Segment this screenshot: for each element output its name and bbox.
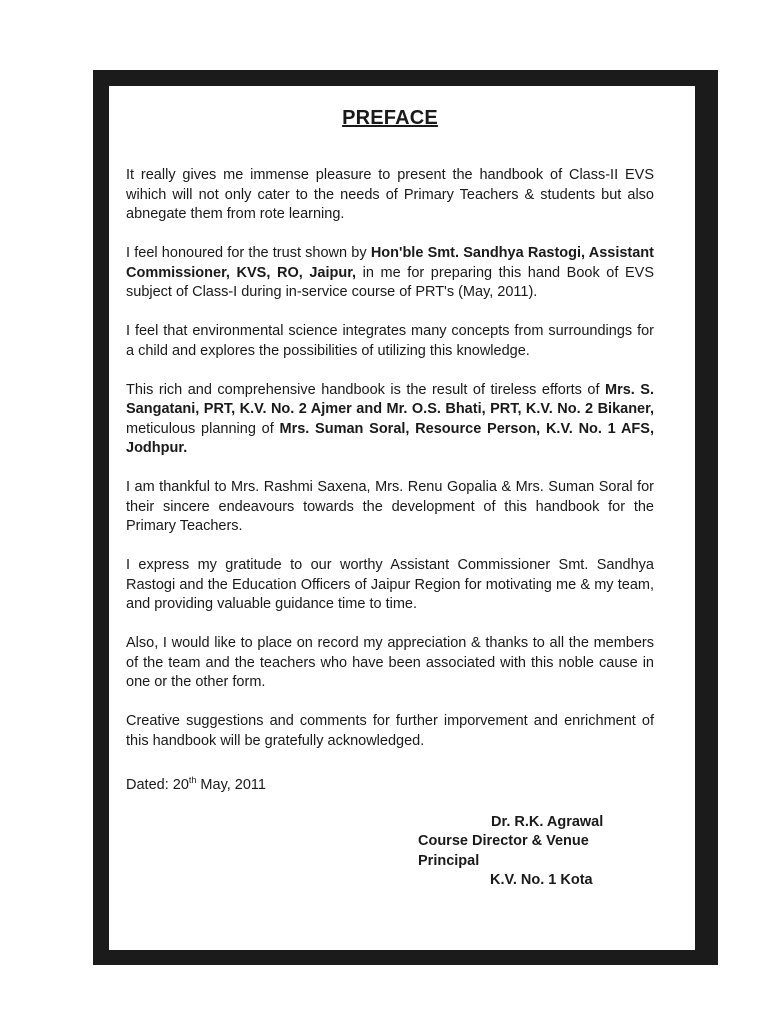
paragraph-honoured [126, 244, 654, 303]
page-title: PREFACE [342, 107, 438, 129]
preface-content [126, 106, 654, 891]
paragraph-text: I feel honoured for the trust shown by [126, 245, 371, 261]
paragraph-environment: I feel that environmental science integrates many concepts from surroundings for a child and explores the possibilities of utilizing this knowledge. [126, 323, 654, 359]
paragraph-text: in me for preparing this hand Book of EVS subject of Class-I during in-service course of PRT's (May, 2011). [126, 264, 654, 300]
signature-block [126, 813, 654, 891]
paragraph-bold-text: Hon'ble Smt. Sandhya Rastogi, Assistant Commissioner, KVS, RO, Jaipur, [126, 245, 654, 281]
paragraph-intro: It really gives me immense pleasure to present the handbook of Class-II EVS wihich will not only cater to the needs of Primary Teachers & students but also abnegate them from rote learning. [126, 167, 654, 222]
signatory-school: K.V. No. 1 Kota [490, 872, 593, 889]
paragraph-thankful: I am thankful to Mrs. Rashmi Saxena, Mrs. Renu Gopalia & Mrs. Suman Soral for their sincere endeavours towards the development of this handbook for the Primary Teachers. [126, 479, 654, 534]
document-page [109, 86, 695, 950]
date-line [126, 771, 654, 795]
page-border [93, 70, 718, 965]
paragraph-efforts [126, 381, 654, 459]
signatory-role: Course Director & Venue Principal [418, 833, 589, 869]
paragraph-appreciation: Also, I would like to place on record my appreciation & thanks to all the members of the team and the teachers who have been associated with this noble cause in one or the other form. [126, 635, 654, 690]
paragraph-gratitude: I express my gratitude to our worthy Assistant Commissioner Smt. Sandhya Rastogi and the Education Officers of Jaipur Region for motivating me & my team, and providing valuable guidance time to time. [126, 557, 654, 612]
paragraph-bold-text: Mrs. Suman Soral, Resource Person, K.V. No. 1 AFS, Jodhpur. [126, 420, 654, 456]
paragraph-text: meticulous planning of [126, 420, 280, 437]
date-superscript: th [188, 774, 197, 785]
date-prefix: Dated: 20 [126, 776, 189, 793]
paragraph-text: This rich and comprehensive handbook is the result of tireless efforts of [126, 381, 605, 398]
paragraph-suggestions: Creative suggestions and comments for further imporvement and enrichment of this handbook will be gratefully acknowledged. [126, 713, 654, 749]
date-suffix: May, 2011 [196, 776, 266, 793]
signatory-name: Dr. R.K. Agrawal [491, 813, 604, 830]
paragraph-bold-text: Mrs. S. Sangatani, PRT, K.V. No. 2 Ajmer and Mr. O.S. Bhati, PRT, K.V. No. 2 Bikaner, [126, 381, 654, 417]
